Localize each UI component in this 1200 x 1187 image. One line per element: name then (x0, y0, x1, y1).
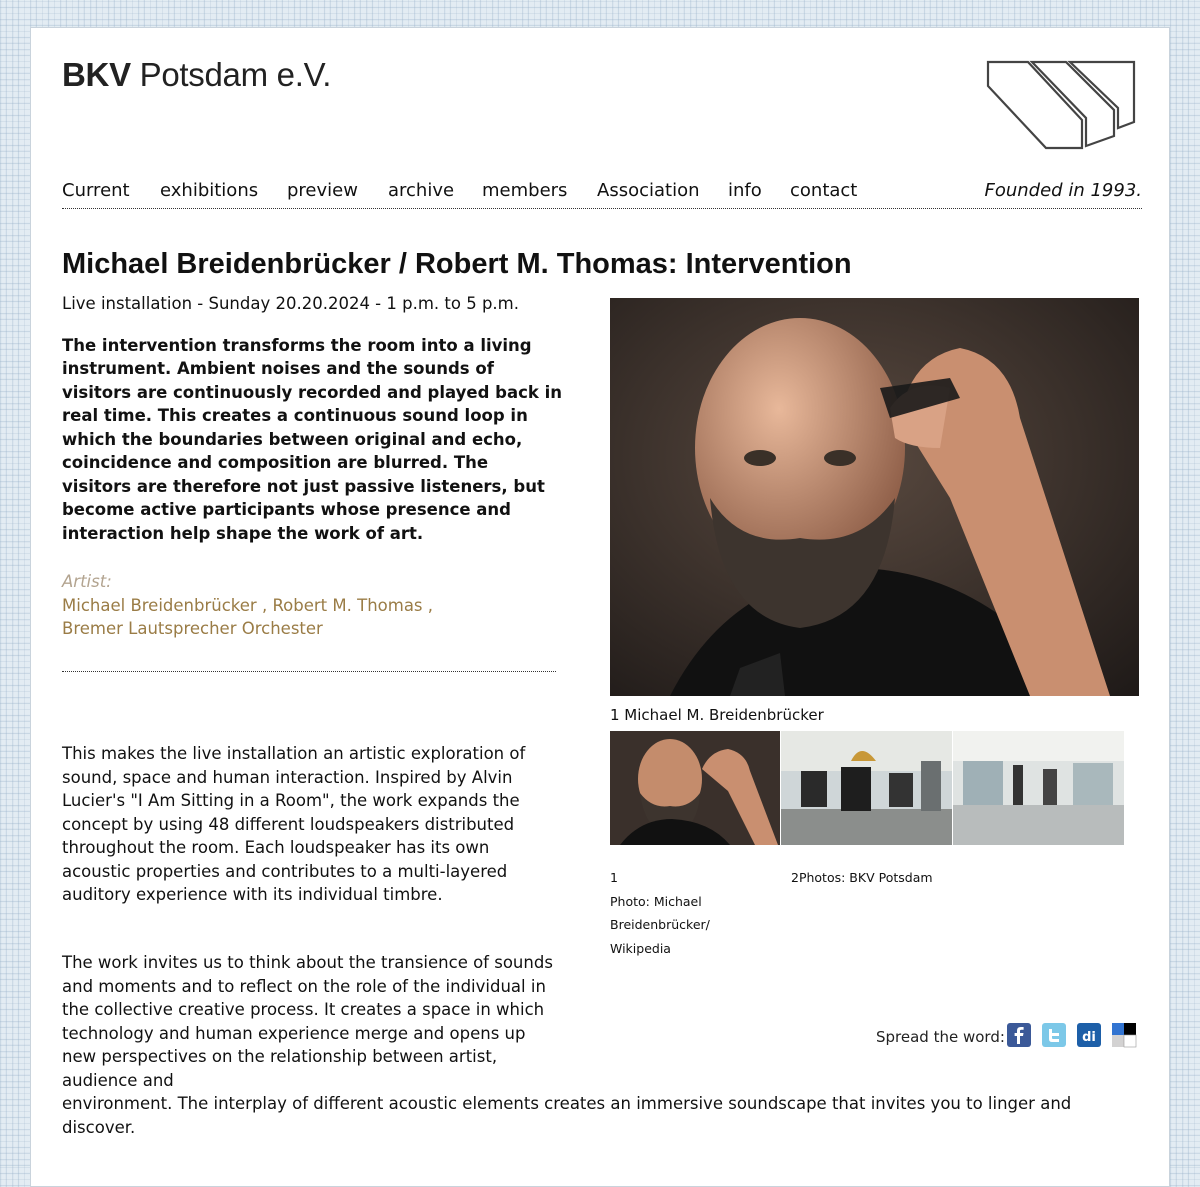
portrait-illustration (610, 298, 1139, 696)
nav-item-association[interactable]: Association (597, 180, 700, 201)
twitter-icon[interactable] (1041, 1022, 1067, 1048)
svg-text:di: di (1082, 1030, 1096, 1045)
body-paragraph-1: This makes the live installation an artistic exploration of sound, space and human interaction. Inspired by Alvin Lucier's "I Am Sitting in a Room", the work expands the concept by using 48 different loudspeakers distributed throughout the room. Each loudspeaker has its own acoustic properties and contributes to a multi-layered auditory experience with its individual timbre. (62, 744, 526, 904)
body-paragraph-2-end: environment. The interplay of different acoustic elements creates an immersive soundscape that invites you to linger and discover. (62, 1094, 1072, 1137)
photo-credit-1: 1 Photo: Michael Breidenbrücker/ Wikipedia (610, 870, 710, 956)
photo-credit-2: 2Photos: BKV Potsdam (791, 870, 933, 885)
photo-caption: 1 Michael M. Breidenbrücker (610, 706, 824, 724)
logo-mark-icon (986, 58, 1142, 150)
section-divider (62, 671, 556, 672)
artist-link[interactable]: Michael Breidenbrücker (62, 595, 257, 615)
digg-icon[interactable] (1076, 1022, 1102, 1048)
thumbnail-installation-1[interactable] (781, 731, 952, 845)
nav-item-info[interactable]: info (728, 180, 762, 201)
artist-link[interactable]: Robert M. Thomas (272, 595, 423, 615)
founded-tagline: Founded in 1993. (984, 180, 1142, 201)
lead-paragraph: The intervention transforms the room into a living instrument. Ambient noises and the sounds of visitors are continuously recorded and played back in real time. This creates a continuous sound loop in which the boundaries between original and echo, coincidence and composition are blurred. The visitors are therefore not just passive listeners, but become active participants whose presence and interaction help shape the work of art. (62, 335, 562, 543)
event-subtitle: Live installation - Sunday 20.20.2024 - 1 p.m. to 5 p.m. (62, 294, 519, 313)
main-nav (62, 178, 1142, 209)
spread-the-word-label: Spread the word: (876, 1028, 1005, 1046)
nav-item-archive[interactable]: archive (388, 180, 455, 201)
site-logo[interactable]: BKV Potsdam e.V. (62, 56, 332, 93)
nav-item-current[interactable]: Current (62, 180, 130, 201)
thumbnail-portrait[interactable] (610, 731, 780, 845)
body-paragraph-2: The work invites us to think about the transience of sounds and moments and to reflect on the role of the individual in the collective creative process. It creates a space in which technology and human experience merge and opens up new perspectives on the relationship between artist, audience and (62, 953, 553, 1090)
nav-item-exhibitions[interactable]: exhibitions (160, 180, 259, 201)
artist-label: Artist: (62, 572, 112, 591)
delicious-icon[interactable] (1111, 1022, 1137, 1048)
page-container (30, 27, 1170, 1187)
nav-item-members[interactable]: members (482, 180, 568, 201)
facebook-icon[interactable] (1006, 1022, 1032, 1048)
page-title: Michael Breidenbrücker / Robert M. Thomas: Intervention (62, 248, 852, 280)
artist-link[interactable]: Bremer Lautsprecher Orchester (62, 619, 323, 638)
main-photo[interactable] (610, 298, 1139, 696)
nav-item-preview[interactable]: preview (287, 180, 358, 201)
nav-item-contact[interactable]: contact (790, 180, 858, 201)
thumbnail-installation-2[interactable] (953, 731, 1124, 845)
artist-list: Michael Breidenbrücker , Robert M. Thomas , Bremer Lautsprecher Orchester (62, 595, 434, 638)
article-intro (62, 292, 562, 672)
